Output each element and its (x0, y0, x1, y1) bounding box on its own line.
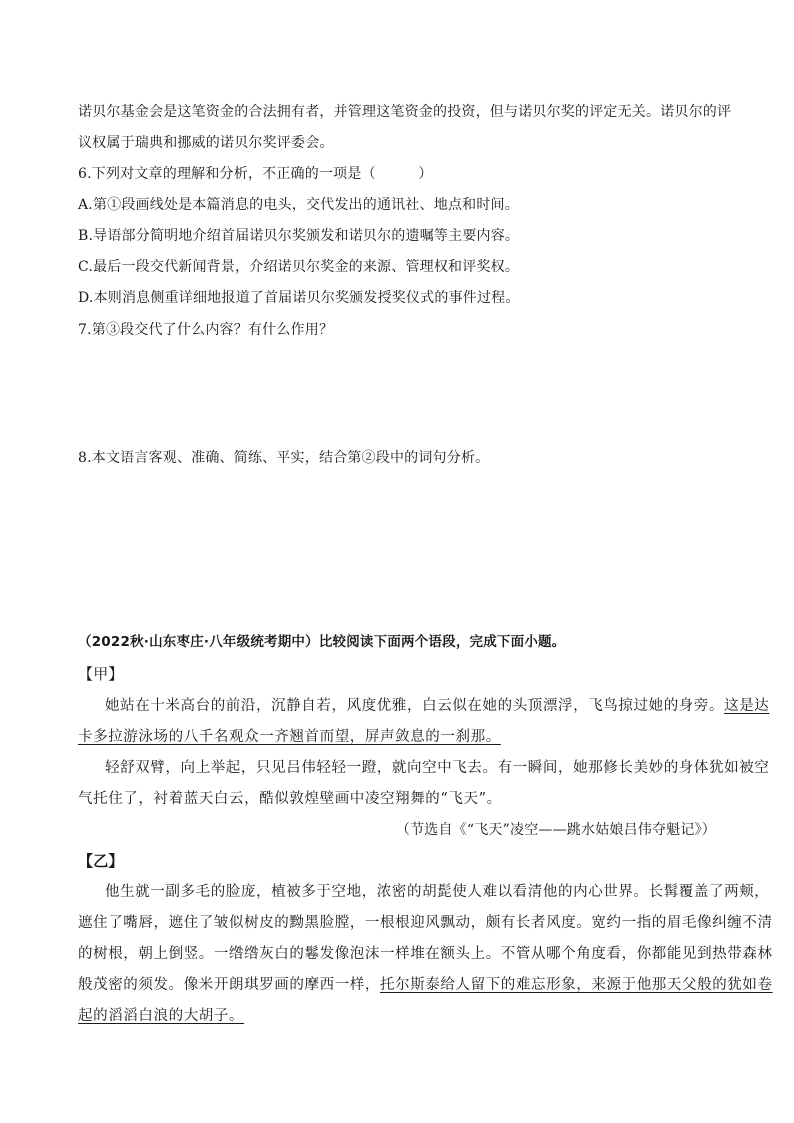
passage-text: 她站在十米高台的前沿，沉静自若，风度优雅，白云似在她的头顶漂浮，飞鸟掠过她的身旁。 (105, 698, 725, 714)
passage-yi-line (78, 975, 773, 995)
question-8-stem: 8.本文语言客观、准确、简练、平实，结合第②段中的词句分析。 (78, 450, 490, 466)
question-6-stem: 6.下列对文章的理解和分析，不正确的一项是（ ） (78, 166, 433, 182)
option-d: D.本则消息侧重详细地报道了首届诺贝尔奖颁发授奖仪式的事件过程。 (78, 290, 520, 306)
passage-jia-line (105, 696, 770, 716)
passage-yi-line: 他生就一副多毛的脸庞，植被多于空地，浓密的胡髭使人难以看清他的内心世界。长髯覆盖了两颊， (105, 884, 770, 900)
passage-jia-line: 轻舒双臂，向上举起，只见吕伟轻轻一蹬，就向空中飞去。有一瞬间，她那修长美妙的身体犹如被空 (105, 760, 770, 776)
underlined-text: 卡多拉游泳场的八千名观众一齐翘首而望，屏声敛息的一刹那。 (78, 729, 501, 745)
passage-jia-label: 【甲】 (78, 665, 124, 683)
paragraph-line: 诺贝尔基金会是这笔资金的合法拥有者，并管理这笔资金的投资，但与诺贝尔奖的评定无关。诺贝尔的评 (78, 104, 732, 120)
passage-yi-line: 的树根，朝上倒竖。一绺绺灰白的鬈发像泡沫一样堆在额头上。不管从哪个角度看，你都能见到热带森林 (78, 946, 773, 962)
reading-header: （2022秋·山东枣庄·八年级统考期中）比较阅读下面两个语段，完成下面小题。 (78, 634, 566, 650)
question-7-stem: 7.第③段交代了什么内容？有什么作用？ (78, 322, 334, 338)
passage-yi-line (78, 1006, 718, 1026)
underlined-text: 这是达 (724, 698, 770, 714)
passage-jia-source: （节选自《“飞天”凌空——跳水姑娘吕伟夺魁记》） (395, 822, 716, 838)
option-b: B.导语部分简明地介绍首届诺贝尔奖颁发和诺贝尔的遗嘱等主要内容。 (78, 228, 520, 244)
underlined-text: 托尔斯泰给人留下的难忘形象，来源于他那天父般的犹如卷 (380, 977, 773, 993)
option-c: C.最后一段交代新闻背景，介绍诺贝尔奖金的来源、管理权和评奖权。 (78, 259, 520, 275)
passage-text: 般茂密的须发。像米开朗琪罗画的摩西一样， (78, 977, 380, 993)
option-a: A.第①段画线处是本篇消息的电头，交代发出的通讯社、地点和时间。 (78, 197, 519, 213)
paragraph-line: 议权属于瑞典和挪威的诺贝尔奖评委会。 (78, 135, 334, 151)
passage-yi-line: 遮住了嘴唇，遮住了皱似树皮的黝黑脸膛，一根根迎风飘动，颇有长者风度。宽约一指的眉毛像纠缠不清 (78, 915, 773, 931)
passage-jia-line (78, 727, 718, 747)
passage-jia-line: 气托住了，衬着蓝天白云，酷似敦煌壁画中凌空翔舞的“飞天”。 (78, 791, 502, 807)
underlined-text: 起的滔滔白浪的大胡子。 (78, 1008, 245, 1024)
passage-yi-label: 【乙】 (78, 852, 124, 870)
